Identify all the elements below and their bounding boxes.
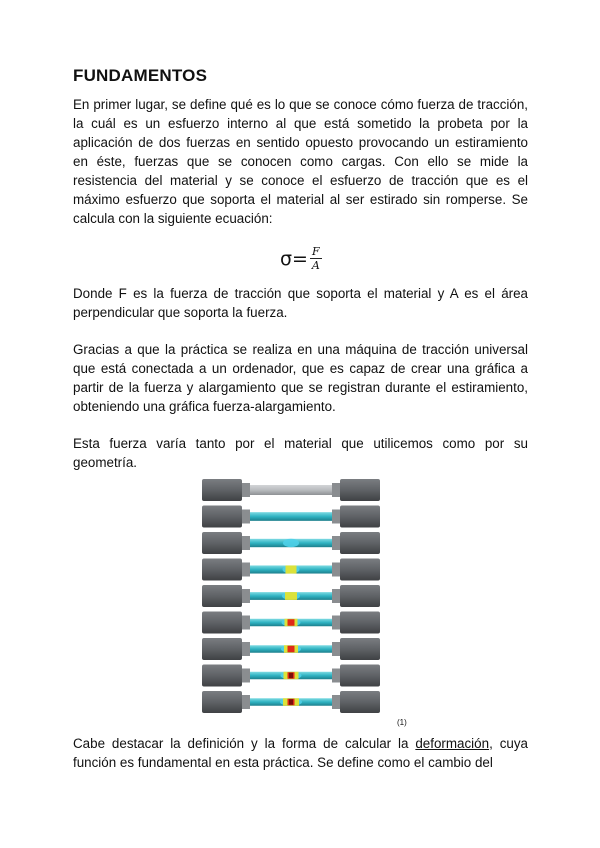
specimen-left-shoulder: [242, 695, 250, 709]
specimen-right-shoulder: [332, 483, 340, 497]
paragraph-deformation: [73, 734, 528, 772]
specimen-right-shoulder: [332, 642, 340, 656]
specimen-right-shoulder: [332, 536, 340, 550]
specimen-yield-zone: [285, 592, 297, 600]
specimen-right-grip: [340, 665, 380, 687]
paragraph-deformation-start: Cabe destacar la definición y la forma de calcular la: [73, 736, 416, 751]
specimen-left-grip: [202, 665, 242, 687]
specimen-right-grip: [340, 479, 380, 501]
specimen-gauge-section: [250, 512, 332, 521]
specimen-left-grip: [202, 612, 242, 634]
specimen-left-shoulder: [242, 536, 250, 550]
specimen-fracture-core: [289, 699, 293, 705]
specimen-left-shoulder: [242, 616, 250, 630]
specimen-fracture-core: [289, 673, 293, 679]
paragraph-variables: Donde F es la fuerza de tracción que soporta el material y A es el área perpendicular que soporta la fuerza.: [73, 286, 528, 320]
specimen-right-grip: [340, 638, 380, 660]
specimen-right-shoulder: [332, 589, 340, 603]
specimen-left-grip: [202, 638, 242, 660]
specimen-right-grip: [340, 532, 380, 554]
specimen-stress-halo: [283, 539, 299, 547]
specimen-fracture-zone: [288, 646, 295, 653]
specimen-left-grip: [202, 532, 242, 554]
specimen-left-shoulder: [242, 589, 250, 603]
figure-reference: (1): [397, 718, 407, 727]
equation-fraction: [310, 245, 322, 272]
specimen-left-grip: [202, 585, 242, 607]
paragraph-geometry: Esta fuerza varía tanto por el material que utilicemos como por su geometría.: [73, 436, 528, 470]
specimen-right-shoulder: [332, 510, 340, 524]
specimen-right-shoulder: [332, 669, 340, 683]
specimen-right-grip: [340, 691, 380, 713]
specimen-left-shoulder: [242, 563, 250, 577]
deformation-link[interactable]: deformación: [415, 736, 490, 751]
section-heading: FUNDAMENTOS: [73, 66, 208, 85]
specimen-left-shoulder: [242, 483, 250, 497]
specimen-right-shoulder: [332, 695, 340, 709]
specimen-gauge-section: [250, 485, 332, 495]
specimen-right-grip: [340, 506, 380, 528]
paragraph-tensile-definition: En primer lugar, se define qué es lo que se conoce cómo fuerza de tracción, la cuál es un esfuerzo interno al que está sometido la probeta por la aplicación de dos fuerzas en sentido opuesto provocando un estiramiento en éste, fuerzas que se conocen como cargas. Con ello se mide la resistencia del material y se conoce el esfuerzo de tracción que es el máximo esfuerzo que soporta el material al ser estirado sin romperse. Se calcula con la siguiente ecuación:: [73, 97, 528, 226]
specimen-left-grip: [202, 691, 242, 713]
specimen-left-grip: [202, 559, 242, 581]
specimen-right-grip: [340, 585, 380, 607]
specimen-fracture-zone: [288, 619, 295, 626]
specimen-deformation-figure: [198, 474, 392, 724]
paragraph-deformation-end: , cuya función es fundamental en esta práctica. Se define como el cambio del: [73, 736, 528, 770]
stress-equation: [280, 245, 322, 272]
specimen-left-shoulder: [242, 510, 250, 524]
specimen-right-shoulder: [332, 616, 340, 630]
specimen-yield-zone: [286, 565, 297, 573]
specimen-right-shoulder: [332, 563, 340, 577]
equation-denominator: A: [311, 259, 320, 272]
specimen-left-shoulder: [242, 669, 250, 683]
specimen-left-grip: [202, 479, 242, 501]
paragraph-machine: Gracias a que la práctica se realiza en una máquina de tracción universal que está conectada a un ordenador, que es capaz de crear una gráfica a partir de la fuerza y alargamiento que se registran durante el estiramiento, obteniendo una gráfica fuerza-alargamiento.: [73, 342, 528, 414]
equation-lhs: σ=: [280, 247, 308, 270]
specimen-left-shoulder: [242, 642, 250, 656]
specimen-right-grip: [340, 612, 380, 634]
specimen-right-grip: [340, 559, 380, 581]
equation-numerator: F: [311, 245, 320, 258]
specimen-stack-image: [198, 474, 392, 724]
specimen-left-grip: [202, 506, 242, 528]
